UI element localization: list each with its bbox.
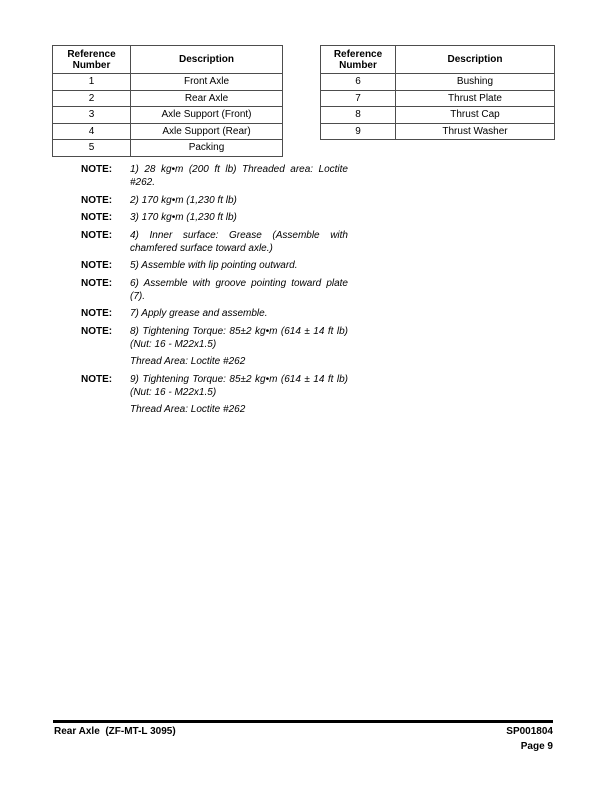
note-item-3 xyxy=(81,211,361,224)
footer-divider-rule xyxy=(53,720,553,723)
note-item-6 xyxy=(81,277,361,303)
note-paragraph: 9) Tightening Torque: 85±2 kg•m (614 ± 14 ft lb) (Nut: 16 - M22x1.5) xyxy=(130,373,348,398)
description-cell: Axle Support (Front) xyxy=(131,107,283,124)
note-text xyxy=(130,325,348,369)
parts-table-right xyxy=(320,45,555,140)
note-text xyxy=(130,373,348,417)
note-text xyxy=(130,277,348,303)
ref-number-cell: 1 xyxy=(53,74,131,91)
table-row xyxy=(53,90,283,107)
table-header-row xyxy=(53,46,283,74)
footer-doc-number: SP001804 xyxy=(506,726,553,737)
footer-page-number: Page 9 xyxy=(520,740,553,752)
parts-table-left xyxy=(52,45,283,157)
table-row xyxy=(53,74,283,91)
ref-number-cell: 7 xyxy=(321,90,396,107)
note-label: NOTE: xyxy=(81,308,113,319)
column-header-description: Description xyxy=(396,46,555,74)
note-item-1 xyxy=(81,163,361,189)
ref-number-cell: 2 xyxy=(53,90,131,107)
note-paragraph: 4) Inner surface: Grease (Assemble with chamfered surface toward axle.) xyxy=(130,229,348,254)
note-paragraph: 1) 28 kg•m (200 ft lb) Threaded area: Loctite #262. xyxy=(130,164,348,188)
table-row xyxy=(321,74,555,91)
table-row xyxy=(321,123,555,140)
note-text xyxy=(130,229,348,255)
note-label: NOTE: xyxy=(81,325,113,337)
description-cell: Axle Support (Rear) xyxy=(131,123,283,140)
table-row xyxy=(53,123,283,140)
note-item-8 xyxy=(81,325,361,369)
note-text xyxy=(130,259,348,272)
note-text xyxy=(130,163,348,189)
note-text xyxy=(130,307,348,320)
note-paragraph: Thread Area: Loctite #262 xyxy=(130,404,246,415)
table-row xyxy=(53,140,283,157)
table-row xyxy=(321,107,555,124)
ref-number-cell: 5 xyxy=(53,140,131,157)
note-item-7 xyxy=(81,307,361,320)
note-label: NOTE: xyxy=(81,277,113,289)
note-label: NOTE: xyxy=(81,212,113,223)
note-paragraph: 2) 170 kg•m (1,230 ft lb) xyxy=(130,194,237,206)
note-paragraph: 5) Assemble with lip pointing outward. xyxy=(130,260,298,271)
note-item-9 xyxy=(81,373,361,417)
column-header-reference-number: Reference Number xyxy=(321,46,396,74)
note-paragraph: 8) Tightening Torque: 85±2 kg•m (614 ± 14 ft lb) (Nut: 16 - M22x1.5) xyxy=(130,325,348,350)
note-label: NOTE: xyxy=(81,194,113,206)
note-label: NOTE: xyxy=(81,260,113,271)
note-paragraph: 6) Assemble with groove pointing toward plate (7). xyxy=(130,277,348,302)
table-header-row xyxy=(321,46,555,74)
description-cell: Rear Axle xyxy=(131,90,283,107)
description-cell: Packing xyxy=(131,140,283,157)
ref-number-cell: 9 xyxy=(321,123,396,140)
footer-section-title: Rear Axle (ZF-MT-L 3095) xyxy=(54,726,176,737)
notes-section xyxy=(81,163,361,421)
description-cell: Thrust Plate xyxy=(396,90,555,107)
ref-number-cell: 6 xyxy=(321,74,396,91)
note-item-2 xyxy=(81,194,361,207)
note-item-5 xyxy=(81,259,361,272)
description-cell: Front Axle xyxy=(131,74,283,91)
note-item-4 xyxy=(81,229,361,255)
note-text xyxy=(130,211,348,224)
table-row xyxy=(53,107,283,124)
ref-number-cell: 3 xyxy=(53,107,131,124)
footer-doc-info xyxy=(506,725,553,754)
note-label: NOTE: xyxy=(81,229,113,241)
column-header-description: Description xyxy=(131,46,283,74)
description-cell: Thrust Cap xyxy=(396,107,555,124)
note-label: NOTE: xyxy=(81,373,113,385)
table-row xyxy=(321,90,555,107)
note-label: NOTE: xyxy=(81,164,113,175)
ref-number-cell: 8 xyxy=(321,107,396,124)
description-cell: Thrust Washer xyxy=(396,123,555,140)
note-paragraph: 3) 170 kg•m (1,230 ft lb) xyxy=(130,212,237,223)
description-cell: Bushing xyxy=(396,74,555,91)
ref-number-cell: 4 xyxy=(53,123,131,140)
note-paragraph: 7) Apply grease and assemble. xyxy=(130,308,268,319)
column-header-reference-number: Reference Number xyxy=(53,46,131,74)
note-text xyxy=(130,194,348,207)
note-paragraph: Thread Area: Loctite #262 xyxy=(130,356,246,367)
